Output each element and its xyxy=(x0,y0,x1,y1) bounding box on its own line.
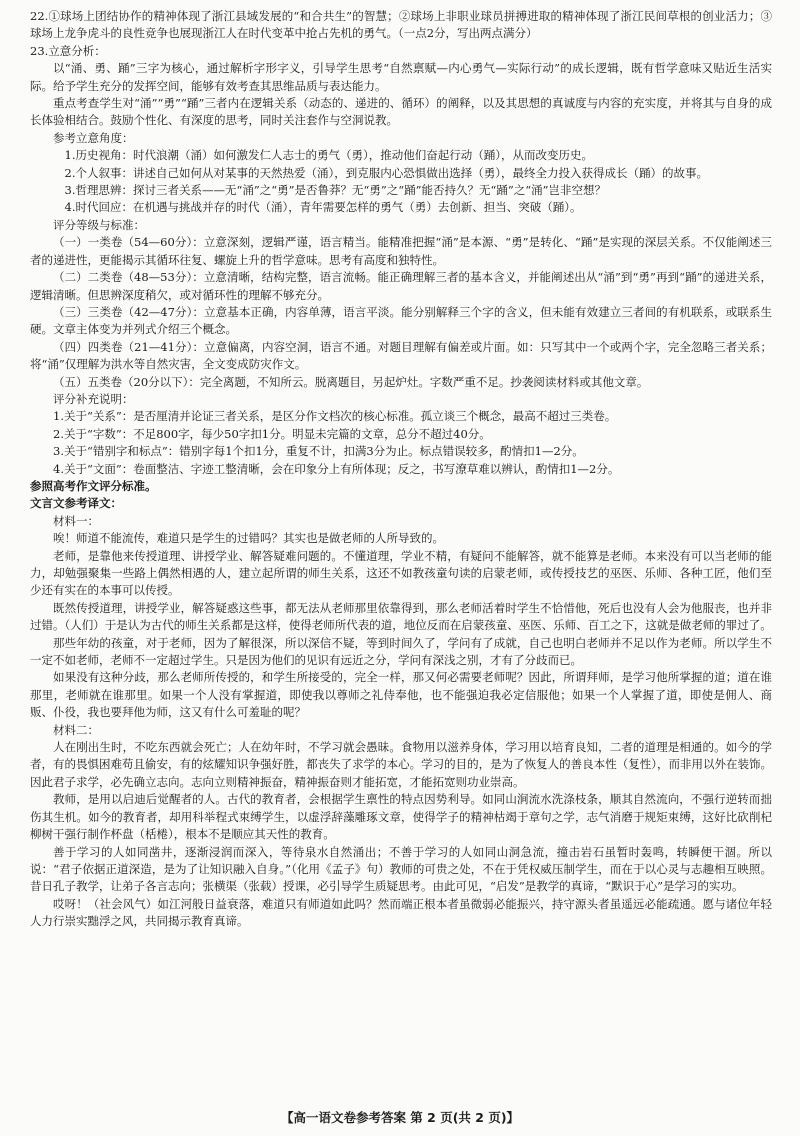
paragraph: 2.关于“字数”：不足800字，每少50字扣1分。明显未完篇的文章，总分不超过40分。 xyxy=(53,426,491,441)
paragraph: 评分等级与标准： xyxy=(53,217,145,232)
paragraph: （四）四类卷（21—41分）：立意偏离，内容空洞，语言不通。对题目理解有偏差或片面。如：只写其中一个或两个字，完全忽略三者关系；将“涌”仅理解为洪水等自然灾害，全文变成防灾作文。 xyxy=(30,339,772,372)
paragraph: 1.历史视角：时代浪潮（涌）如何激发仁人志士的勇气（勇），推动他们奋起行动（踊），从而改变历史。 xyxy=(64,148,593,163)
paragraph: 参考立意角度： xyxy=(53,130,134,145)
paragraph: 善于学习的人如同凿井，逐渐浸润而深入，等待泉水自然涌出；不善于学习的人如同山洞急流，撞击岩石虽暂时轰鸣，转瞬便干涸。所以说：“君子依据正道深造，是为了让知识融入自身。”（化用《孟子》句）教师的可贵之处，不在于凭权威压制学生，而在于以心灵与志趣相互映照。昔日孔子教学，让弟子各言志向；张横渠（张载）授课，必引导学生质疑思考。由此可见，“启发”是教学的真谛，“默识于心”是学习的实功。 xyxy=(30,844,772,894)
paragraph: 参照高考作文评分标准。 xyxy=(30,478,157,493)
paragraph: 4.关于“文面”：卷面整洁、字迹工整清晰，会在印象分上有所体现；反之，书写潦草难以辨认，酌情扣1—2分。 xyxy=(53,461,620,476)
paragraph: 3.关于“错别字和标点”：错别字每1个扣1分，重复不计，扣满3分为止。标点错误较多，酌情扣1—2分。 xyxy=(53,444,584,459)
paragraph: 4.时代回应：在机遇与挑战并存的时代（涌），青年需要怎样的勇气（勇）去创新、担当、突破（踊）。 xyxy=(64,200,582,215)
paragraph: 文言文参考译文： xyxy=(30,496,122,511)
paragraph: 老师，是靠他来传授道理、讲授学业、解答疑难问题的。不懂道理，学业不精，有疑问不能解答，就不能算是老师。本来没有可以当老师的能力，却勉强聚集一些路上偶然相遇的人，建立起所谓的师生关系，这还不如教孩童句读的启蒙老师，或传授技艺的巫医、乐师、各种工匠，他们至少还有实在的本事可以传授。 xyxy=(30,548,772,598)
paragraph: （一）一类卷（54—60分）：立意深刻，逻辑严谨，语言精当。能精准把握“涌”是本源、“勇”是转化、“踊”是实现的深层关系。不仅能阐述三者的递进性，更能揭示其循环往复、螺旋上升的哲学意味。思考有高度和独特性。 xyxy=(30,235,772,267)
paragraph: 23.立意分析： xyxy=(30,43,106,58)
paragraph: 人在刚出生时，不吃东西就会死亡；人在幼年时，不学习就会愚昧。食物用以滋养身体，学习用以培育良知，二者的道理是相通的。如今的学者，有的畏惧困难苟且偷安，有的炫耀知识争强好胜，都丧失了求学的本心。学习的目的，是为了恢复人的善良本性（复性），而非用以外在装饰。因此君子求学，必先确立志向。志向立则精神振奋，精神振奋则才能拓宽，才能拓宽则功业崇高。 xyxy=(30,740,772,789)
paragraph: 既然传授道理，讲授学业，解答疑惑这些事，都无法从老师那里依靠得到，那么老师活着时学生不恰惜他，死后也没有人会为他服丧，也并非过错。（人们）于是认为古代的师生关系都是这样，使得老师所代表的道，地位反而在启蒙孩童、巫医、乐师、百工之下，这就是做老师的罪过了。 xyxy=(30,600,772,633)
paragraph: 哎呀！（社会风气）如江河般日益衰落，难道只有师道如此吗？然而端正根本者虽微弱必能振兴，持守源头者虽遥远必能疏通。愿与诸位年轻人力行崇实黜浮之风，共同揭示教育真谛。 xyxy=(30,896,772,929)
document-body xyxy=(30,8,772,931)
paragraph: 22.①球场上团结协作的精神体现了浙江县域发展的“和合共生”的智慧；②球场上非职业球员拼搏进取的精神体现了浙江民间草根的创业活力；③球场上龙争虎斗的良性竞争也展现浙江人在时代变革中抢占先机的勇气。（一点2分，写出两点满分） xyxy=(30,9,772,41)
paragraph: （五）五类卷（20分以下）：完全离题，不知所云。脱离题目，另起炉灶。字数严重不足。抄袭阅读材料或其他文章。 xyxy=(53,374,649,389)
paragraph: 1.关于“关系”：是否厘清并论证三者关系，是区分作文档次的核心标准。孤立谈三个概念，最高不超过三类卷。 xyxy=(53,409,617,424)
paragraph: 3.哲理思辨：探讨三者关系——无“涌”之“勇”是否鲁莽？无“勇”之“踊”能否持久？无“踊”之“涌”岂非空想？ xyxy=(64,183,607,198)
paragraph: 2.个人叙事：讲述自己如何从对某事的天然热爱（涌），到克服内心恐惧做出选择（勇），最终全力投入获得成长（踊）的故事。 xyxy=(64,165,708,180)
paragraph: 材料一： xyxy=(53,513,99,528)
paragraph: 以“涌、勇、踊”三字为核心，通过解析字形字义，引导学生思考“自然禀赋—内心勇气—实际行动”的成长逻辑，既有哲学意味又贴近生活实际。给予学生充分的发挥空间，能够有效考查其思维品质与表达能力。 xyxy=(30,61,772,93)
paragraph: 教师，是用以启迪后觉醒者的人。古代的教育者，会根据学生禀性的特点因势利导。如同山涧流水洗涤枝条，顺其自然流向，不强行逆转而拙伤其生机。如今的教育者，却用科举程式束缚学生，以虚浮辞藻雕琢文章，使得学子的精神枯竭于章句之学，志气消磨于规矩束缚，这好比砍削杞柳树干强行制作杯盘（栝棬），根本不是顺应其天性的教育。 xyxy=(30,792,772,842)
paragraph: 如果没有这种分歧，那么老师所传授的，和学生所接受的，完全一样，那又何必需要老师呢？因此，所谓拜师，是学习他所掌握的道；道在谁那里，老师就在谁那里。如果一个人没有掌握道，即使我以尊师之礼侍奉他，也不能强迫我必定信服他；如果一个人掌握了道，即使是佣人、商贩、仆役，我也要拜他为师，这又有什么可羞耻的呢？ xyxy=(30,670,772,720)
paragraph: 评分补充说明： xyxy=(53,391,134,406)
paragraph: 重点考查学生对“涌”“勇”“踊”三者内在逻辑关系（动态的、递进的、循环）的阐释，以及其思想的真诚度与内容的充实度，并将其与自身的成长体验相结合。鼓励个性化、有深度的思考，同时关注套作与空洞说教。 xyxy=(30,96,772,128)
paragraph: 唉！师道不能流传，难道只是学生的过错吗？其实也是做老师的人所导致的。 xyxy=(53,531,444,546)
page-footer: 【高一语文卷参考答案 第 2 页(共 2 页)】 xyxy=(280,1110,520,1125)
paragraph: （二）二类卷（48—53分）：立意清晰，结构完整，语言流畅。能正确理解三者的基本含义，并能阐述出从“涌”到“勇”再到“踊”的递进关系，逻辑清晰。但思辨深度稍欠，或对循环性的理解不够充分。 xyxy=(30,270,772,302)
paragraph: 那些年幼的孩童，对于老师，因为了解很深，所以深信不疑，等到时间久了，学问有了成就，自己也明白老师并不足以作为老师。所以学生不一定不如老师，老师不一定超过学生。只是因为他们的见识有远近之分，学问有深浅之别，才有了分歧而已。 xyxy=(30,635,772,668)
paragraph: （三）三类卷（42—47分）：立意基本正确，内容单薄，语言平淡。能分别解释三个字的含义，但未能有效建立三者间的有机联系，或联系生硬。文章主体变为并列式介绍三个概念。 xyxy=(30,304,772,337)
paragraph: 材料二： xyxy=(53,722,99,737)
